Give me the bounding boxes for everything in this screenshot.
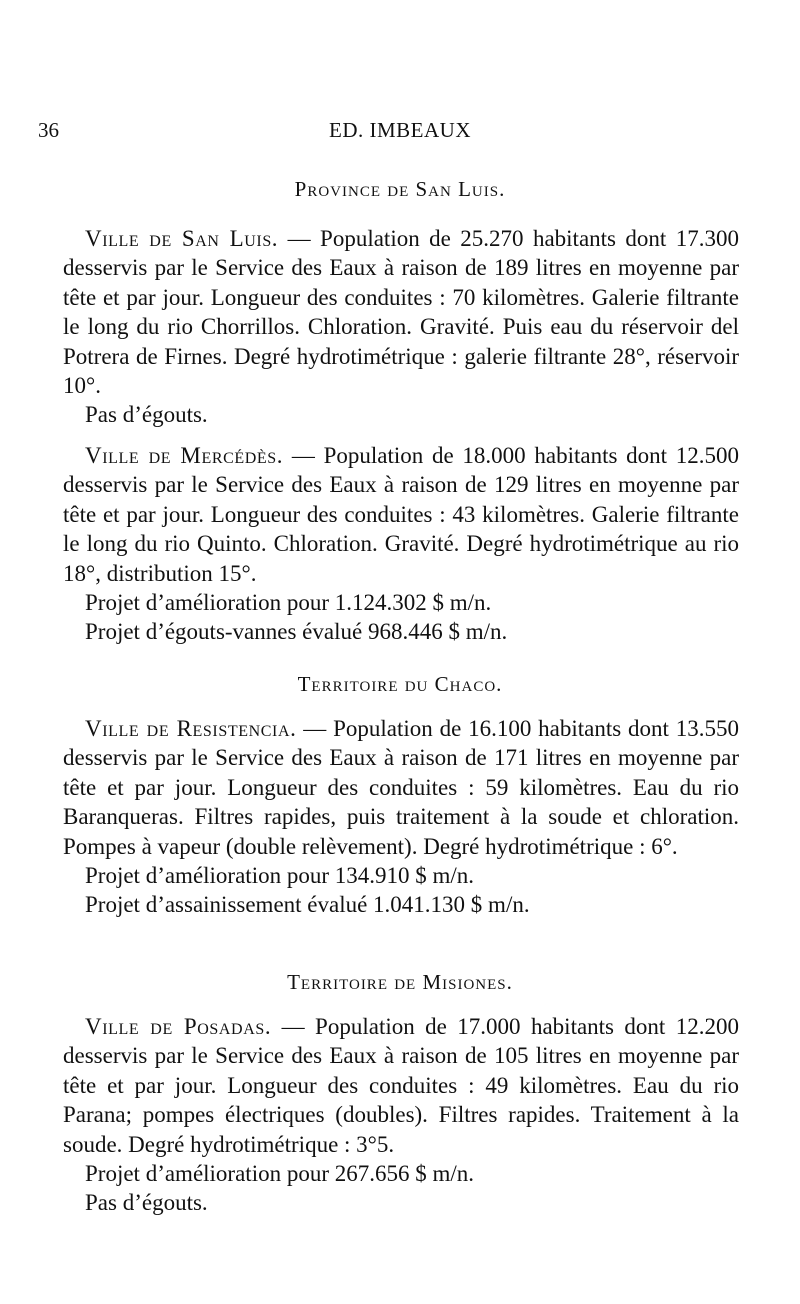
entry-note: Projet d’amélioration pour 1.124.302 $ m/n.: [85, 590, 492, 616]
entry-san-luis: [63, 224, 739, 430]
entry-note: Projet d’amélioration pour 267.656 $ m/n.: [85, 1161, 475, 1187]
entry-note: Projet d’égouts-vannes évalué 968.446 $ m/n.: [85, 619, 508, 645]
entry-note: Pas d’égouts.: [85, 402, 208, 428]
section-heading-chaco: Territoire du Chaco.: [297, 672, 503, 696]
entry-text: — Population de 16.100 habitants dont 13.550 desservis par le Service des Eaux à raison de 171 litres en moyenne par tête et par jour. Longueur des conduites : 59 kilomètres. Eau du rio Baranqueras. Filtres rapides, puis traitement à la soude et chloration. Pompes à vapeur (double relèvement). Degré hydrotimétrique : 6°.: [63, 716, 739, 859]
section-heading-misiones: Territoire de Misiones.: [287, 970, 513, 994]
entry-resistencia: [63, 714, 739, 920]
city-name: Ville de Posadas.: [85, 1014, 272, 1039]
entry-note: Pas d’égouts.: [85, 1190, 208, 1216]
page-number: 36: [38, 118, 59, 142]
running-title: ED. IMBEAUX: [329, 118, 471, 142]
entry-posadas: [63, 1012, 739, 1218]
section-heading-san-luis: Province de San Luis.: [294, 177, 506, 201]
entry-paragraph: [63, 714, 739, 861]
city-name: Ville de Mercédès.: [85, 443, 284, 468]
entry-paragraph: [63, 224, 739, 400]
entry-note: Projet d’amélioration pour 134.910 $ m/n.: [85, 863, 475, 889]
entry-text: — Population de 17.000 habitants dont 12.200 desservis par le Service des Eaux à raison de 105 litres en moyenne par tête et par jour. Longueur des conduites : 49 kilomètres. Eau du rio Parana; pompes électriques (doubles). Filtres rapides. Traitement à la soude. Degré hydrotimétrique : 3°5.: [63, 1014, 739, 1157]
entry-text: — Population de 18.000 habitants dont 12.500 desservis par le Service des Eaux à raison de 129 litres en moyenne par tête et par jour. Longueur des conduites : 43 kilomètres. Galerie filtrante le long du rio Quinto. Chloration. Gravité. Degré hydrotimétrique au rio 18°, distribution 15°.: [63, 443, 739, 586]
entry-text: — Population de 25.270 habitants dont 17.300 desservis par le Service des Eaux à raison de 189 litres en moyenne par tête et par jour. Longueur des conduites : 70 kilomètres. Galerie filtrante le long du rio Chorrillos. Chloration. Gravité. Puis eau du réservoir del Potrera de Firnes. Degré hydrotimétrique : galerie filtrante 28°, réservoir 10°.: [63, 226, 739, 399]
running-header: [0, 118, 800, 148]
city-name: Ville de San Luis.: [85, 226, 279, 251]
entry-mercedes: [63, 441, 739, 647]
entry-paragraph: [63, 441, 739, 588]
city-name: Ville de Resistencia.: [85, 716, 297, 741]
entry-note: Projet d’assainissement évalué 1.041.130 $ m/n.: [85, 892, 530, 918]
entry-paragraph: [63, 1012, 739, 1159]
